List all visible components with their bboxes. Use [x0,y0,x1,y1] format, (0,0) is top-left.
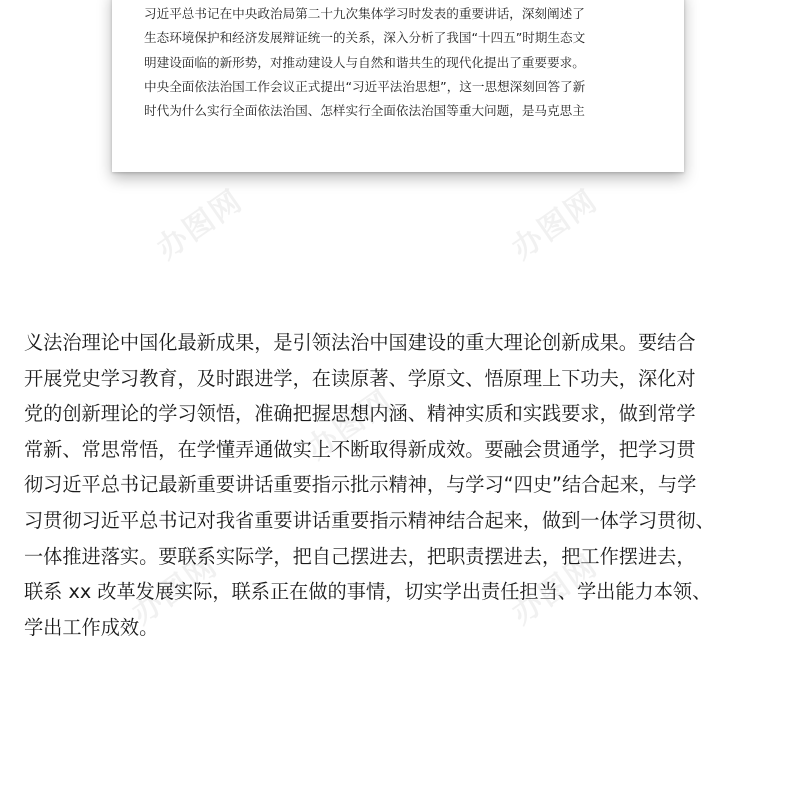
card-paragraph [144,2,664,123]
body-line: 一体推进落实。要联系实际学，把自己摆进去，把职责摆进去，把工作摆进去， [24,544,696,568]
card-line: 明建设面临的新形势，对推动建设人与自然和谐共生的现代化提出了重要要求。 [144,54,585,70]
body-line: 联系 xx 改革发展实际，联系正在做的事情，切实学出责任担当、学出能力本领、 [24,580,712,604]
preview-card [112,0,684,172]
card-line: 习近平总书记在中央政治局第二十九次集体学习时发表的重要讲话，深刻阐述了 [144,6,585,21]
body-line: 彻习近平总书记最新重要讲话重要指示批示精神，与学习“四史”结合起来，与学 [24,473,697,497]
card-line: 时代为什么实行全面依法治国、怎样实行全面依法治国等重大问题，是马克思主 [144,103,585,119]
body-line: 学出工作成效。 [24,615,159,639]
watermark: 办图网 [125,548,225,632]
watermark: 办图网 [505,183,605,267]
watermark: 办图网 [300,383,400,467]
body-line: 党的创新理论的学习领悟，准确把握思想内涵、精神实质和实践要求，做到常学 [24,402,696,426]
card-line: 生态环境保护和经济发展辩证统一的关系，深入分析了我国“十四五”时期生态文 [144,30,586,46]
card-line: 中央全面依法治国工作会议正式提出“习近平法治思想”，这一思想深刻回答了新 [144,78,586,94]
body-line: 常新、常思常悟，在学懂弄通做实上不断取得新成效。要融会贯通学，把学习贯 [24,437,696,461]
body-line: 习贯彻习近平总书记对我省重要讲话重要指示精神结合起来，做到一体学习贯彻、 [24,508,715,532]
watermark: 办图网 [505,548,605,632]
watermark: 办图网 [150,183,250,267]
body-paragraph [24,325,784,645]
body-line: 义法治理论中国化最新成果，是引领法治中国建设的重大理论创新成果。要结合 [24,331,696,354]
body-line: 开展党史学习教育，及时跟进学，在读原著、学原文、悟原理上下功夫，深化对 [24,366,696,390]
